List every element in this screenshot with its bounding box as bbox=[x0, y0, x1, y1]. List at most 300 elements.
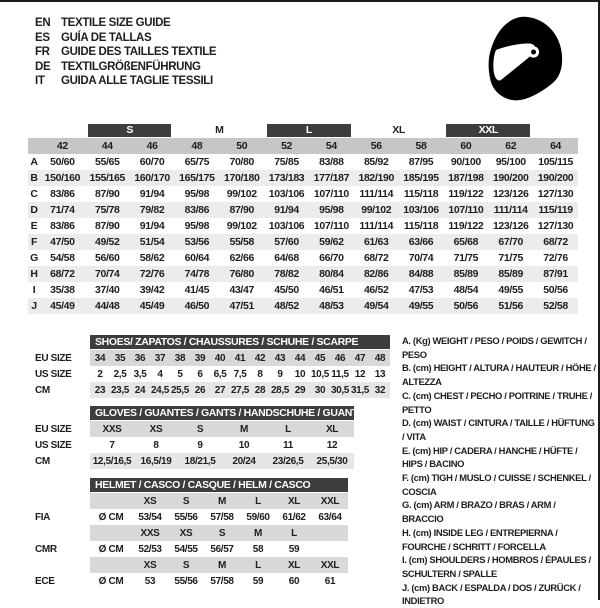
measurement-cell: 47/53 bbox=[408, 284, 434, 296]
size-cell: 35 bbox=[110, 350, 130, 366]
size-cell: 12,5/16,5 bbox=[90, 453, 134, 469]
row-label: H bbox=[28, 266, 40, 282]
size-group-label: XL bbox=[392, 123, 405, 136]
measurement-cell: 87/90 bbox=[94, 220, 120, 232]
measurement-cell: 67/70 bbox=[488, 234, 533, 250]
measurement-cell: 71/74 bbox=[40, 202, 85, 218]
legend-item: I. (cm) SHOULDERS / HOMBROS / ÉPAULES / SCHULTERN / SPALLE bbox=[402, 554, 591, 579]
measurement-cell: 107/110 bbox=[443, 202, 488, 218]
legend-item: B. (cm) HEIGHT / ALTURA / HAUTEUR / HÖHE / ALTEZZA bbox=[402, 362, 596, 388]
helmet-size-label: S bbox=[168, 557, 204, 573]
shoes-size-table bbox=[28, 334, 390, 398]
legend-item: G. (cm) ARM / BRAZO / BRAS / ARM / BRACCIO bbox=[402, 499, 556, 525]
gloves-size-table bbox=[28, 405, 361, 469]
size-cell: 36 bbox=[130, 350, 150, 366]
section-title-cell bbox=[90, 405, 361, 421]
helmet-size-cell: 61 bbox=[324, 575, 336, 587]
measurement-cell: 75/85 bbox=[274, 156, 299, 168]
size-cell: 38 bbox=[170, 350, 190, 366]
textile-size-table bbox=[28, 122, 578, 314]
size-cell: 20/24 bbox=[222, 453, 266, 469]
measurement-cell: 46/52 bbox=[363, 284, 389, 296]
helmet-size-cell: 58 bbox=[252, 543, 264, 555]
measurement-cell: 190/200 bbox=[533, 170, 578, 186]
measurement-cell: 111/114 bbox=[359, 188, 394, 200]
size-cell: 7,5 bbox=[233, 368, 247, 380]
title-it bbox=[35, 74, 216, 89]
measurement-cell: 49/54 bbox=[354, 298, 399, 314]
size-cell: 3,5 bbox=[133, 368, 147, 380]
measurement-cell: 74/78 bbox=[174, 266, 219, 282]
eu-size-header: 60 bbox=[443, 138, 488, 154]
measurement-cell: 84/88 bbox=[399, 266, 444, 282]
measurement-cell: 70/80 bbox=[229, 156, 254, 168]
measurement-cell: 85/89 bbox=[488, 266, 533, 282]
helmet-size-label: XXS bbox=[132, 525, 168, 541]
measurement-cell: 61/63 bbox=[354, 234, 399, 250]
standard-label: FIA bbox=[35, 511, 51, 523]
measurement-cell: 111/114 bbox=[488, 202, 533, 218]
size-cell: 29 bbox=[290, 382, 310, 398]
title-fr bbox=[35, 45, 216, 60]
size-cell: 16,5/19 bbox=[134, 453, 178, 469]
measurement-cell: 127/130 bbox=[537, 188, 574, 200]
size-cell: 10 bbox=[238, 439, 250, 451]
measurement-cell: 103/106 bbox=[268, 220, 305, 232]
spacer-cell bbox=[90, 557, 132, 573]
size-cell: XS bbox=[134, 421, 178, 437]
measurement-cell: 60/70 bbox=[139, 156, 165, 168]
size-cell: 47 bbox=[350, 350, 370, 366]
measurement-cell: 87/91 bbox=[533, 266, 578, 282]
measurement-cell: 80/84 bbox=[309, 266, 354, 282]
measurement-cell: 111/114 bbox=[359, 220, 394, 232]
legend-item: C. (cm) CHEST / PECHO / POITRINE / TRUHE / PETTO bbox=[402, 389, 593, 415]
size-cell: 30 bbox=[310, 382, 330, 398]
size-cell: M bbox=[222, 421, 266, 437]
measurement-cell: 75/78 bbox=[85, 202, 130, 218]
size-cell: 13 bbox=[374, 368, 386, 380]
measurement-cell: 91/94 bbox=[139, 220, 165, 232]
row-label: CM bbox=[35, 384, 50, 396]
helmet-size-cell: 53/54 bbox=[138, 511, 162, 523]
size-group-label: L bbox=[267, 124, 351, 137]
measurement-cell: 68/72 bbox=[40, 266, 85, 282]
size-cell: 9 bbox=[277, 368, 283, 380]
size-cell: 2,5 bbox=[113, 368, 127, 380]
eu-size-header: 64 bbox=[533, 138, 578, 154]
measurement-cell: 87/95 bbox=[408, 156, 434, 168]
measurement-cell: 185/195 bbox=[399, 170, 444, 186]
measurement-legend bbox=[402, 334, 598, 608]
measurement-cell: 72/76 bbox=[130, 266, 175, 282]
measurement-cell: 45/50 bbox=[274, 284, 299, 296]
helmet-size-label: S bbox=[168, 493, 204, 509]
measurement-cell: 48/53 bbox=[309, 298, 354, 314]
size-cell: 44 bbox=[290, 350, 310, 366]
measurement-cell: 66/70 bbox=[319, 252, 344, 264]
measurement-cell: 51/54 bbox=[130, 234, 175, 250]
measurement-cell: 115/119 bbox=[533, 202, 578, 218]
row-label: F bbox=[28, 234, 40, 250]
row-label: E bbox=[30, 220, 38, 232]
size-cell: 34 bbox=[90, 350, 110, 366]
size-cell: 18/21,5 bbox=[178, 453, 222, 469]
spacer-cell bbox=[28, 525, 90, 541]
eu-size-header: 46 bbox=[130, 138, 175, 154]
size-cell: 46 bbox=[330, 350, 350, 366]
size-cell: 12 bbox=[326, 439, 338, 451]
measurement-cell: 182/190 bbox=[354, 170, 399, 186]
helmet-size-label: S bbox=[204, 525, 240, 541]
size-cell: 4 bbox=[157, 368, 163, 380]
measurement-cell: 62/66 bbox=[229, 252, 254, 264]
legend-item: A. (Kg) WEIGHT / PESO / POIDS / GEWITCH / PESO bbox=[402, 335, 587, 360]
measurement-cell: 63/66 bbox=[399, 234, 444, 250]
helmet-size-table bbox=[28, 477, 348, 589]
lang-code: ES bbox=[35, 31, 50, 44]
helmet-size-label: M bbox=[204, 557, 240, 573]
measurement-cell: 83/86 bbox=[174, 202, 219, 218]
helmet-value-row-ece bbox=[28, 573, 348, 589]
spacer-cell bbox=[533, 122, 578, 138]
size-group-xl bbox=[354, 122, 444, 138]
language-title-block bbox=[35, 16, 216, 89]
section-title-cell bbox=[90, 477, 348, 493]
size-cell: 5 bbox=[177, 368, 183, 380]
spacer-cell bbox=[28, 334, 90, 350]
measurement-cell: 54/58 bbox=[50, 252, 75, 264]
measurement-cell: 83/86 bbox=[50, 188, 75, 200]
measurement-cell: 52/58 bbox=[533, 298, 578, 314]
helmet-size-cell: 59/60 bbox=[246, 511, 270, 523]
size-group-m bbox=[174, 122, 264, 138]
measurement-cell: 90/100 bbox=[450, 156, 481, 168]
size-cell: 25,5 bbox=[170, 382, 190, 398]
size-cell: XL bbox=[310, 421, 354, 437]
size-cell: S bbox=[178, 421, 222, 437]
section-title: GLOVES / GUANTES / GANTS / HANDSCHUHE / GUANTI bbox=[90, 406, 354, 420]
title-text: GUIDE DES TAILLES TEXTILE bbox=[61, 46, 217, 59]
size-row-us-size bbox=[28, 437, 354, 453]
helmet-size-label: XS bbox=[132, 557, 168, 573]
measurement-cell: 49/52 bbox=[85, 234, 130, 250]
row-label: US SIZE bbox=[35, 368, 72, 380]
size-group-xxl bbox=[443, 122, 533, 138]
helmet-value-row-fia bbox=[28, 509, 348, 525]
size-cell: 25,5/30 bbox=[310, 453, 354, 469]
measurement-cell: 173/183 bbox=[264, 170, 309, 186]
lang-code: DE bbox=[35, 60, 51, 73]
row-label: US SIZE bbox=[35, 439, 72, 451]
measurement-cell: 60/64 bbox=[184, 252, 210, 264]
measurement-cell: 170/180 bbox=[219, 170, 264, 186]
measurement-cell: 72/76 bbox=[543, 252, 568, 264]
measurement-cell: 91/94 bbox=[139, 188, 165, 200]
legend-item: J. (cm) BACK / ESPALDA / DOS / ZURÜCK / INDIETRO bbox=[402, 581, 581, 607]
measurement-cell: 99/102 bbox=[226, 188, 257, 200]
measurement-cell: 119/122 bbox=[448, 188, 484, 200]
measurement-cell: 44/48 bbox=[85, 298, 130, 314]
row-label: D bbox=[28, 202, 40, 218]
eu-size-header: 50 bbox=[219, 138, 264, 154]
size-group-label: S bbox=[88, 124, 172, 137]
helmet-size-cell: 54/55 bbox=[174, 543, 198, 555]
unit-label: Ø CM bbox=[98, 575, 124, 587]
measurement-cell: 119/122 bbox=[448, 220, 484, 232]
helmet-size-label: XS bbox=[132, 493, 168, 509]
measurement-cell: 55/58 bbox=[219, 234, 264, 250]
helmet-size-label: XL bbox=[276, 557, 312, 573]
size-row-cm bbox=[28, 453, 354, 469]
helmet-size-label: L bbox=[240, 557, 276, 573]
size-cell: L bbox=[266, 421, 310, 437]
measurement-cell: 49/55 bbox=[498, 284, 523, 296]
measurement-cell: 99/102 bbox=[354, 202, 399, 218]
helmet-size-cell: 57/58 bbox=[210, 575, 234, 587]
size-cell: 27,5 bbox=[230, 382, 250, 398]
measurement-cell: 56/60 bbox=[94, 252, 120, 264]
size-cell: XXS bbox=[90, 421, 134, 437]
textile-size-table-body bbox=[28, 122, 578, 314]
legend-item: F. (cm) TIGH / MUSLO / CUISSE / SCHENKEL / COSCIA bbox=[402, 472, 591, 497]
measurement-cell: 41/45 bbox=[184, 284, 210, 296]
size-cell: 11 bbox=[283, 439, 293, 451]
measurement-cell: 45/49 bbox=[40, 298, 85, 314]
measurement-cell: 68/72 bbox=[533, 234, 578, 250]
lang-code: EN bbox=[35, 17, 51, 29]
racing-helmet-icon bbox=[488, 16, 564, 104]
measurement-cell: 39/42 bbox=[139, 284, 165, 296]
eu-size-header: 56 bbox=[354, 138, 399, 154]
measurement-cell: 87/90 bbox=[219, 202, 264, 218]
measurement-cell: 46/50 bbox=[174, 298, 219, 314]
measurement-cell: 70/74 bbox=[85, 266, 130, 282]
section-title-row bbox=[28, 477, 348, 493]
helmet-size-cell: 63/64 bbox=[318, 511, 342, 523]
measurement-cell: 49/55 bbox=[399, 298, 444, 314]
measurement-cell: 65/75 bbox=[184, 156, 210, 168]
size-row-us-size bbox=[28, 366, 390, 382]
measurement-cell: 91/94 bbox=[264, 202, 309, 218]
helmet-size-cell: 53 bbox=[144, 575, 156, 587]
section-title-cell bbox=[90, 334, 390, 350]
eu-size-header: 44 bbox=[85, 138, 130, 154]
measurement-cell: 65/68 bbox=[443, 234, 488, 250]
measurement-cell: 35/38 bbox=[50, 284, 75, 296]
size-cell: 42 bbox=[250, 350, 270, 366]
measurement-cell: 71/75 bbox=[498, 252, 523, 264]
size-row-cm bbox=[28, 382, 390, 398]
title-text: GUIDA ALLE TAGLIE TESSILI bbox=[61, 75, 213, 88]
standard-label: CMR bbox=[35, 543, 57, 555]
size-group-s bbox=[85, 122, 175, 138]
measurement-cell: 127/130 bbox=[537, 220, 574, 232]
size-cell: 40 bbox=[210, 350, 230, 366]
spacer-cell bbox=[90, 525, 132, 541]
measurement-cell: 115/118 bbox=[403, 188, 439, 200]
eu-size-header: 58 bbox=[399, 138, 444, 154]
measurement-cell: 99/102 bbox=[226, 220, 257, 232]
size-cell: 37 bbox=[150, 350, 170, 366]
measurement-cell: 47/50 bbox=[40, 234, 85, 250]
title-text: TEXTILGRÖßENFÜHRUNG bbox=[61, 60, 201, 73]
measurement-cell: 53/56 bbox=[174, 234, 219, 250]
section-title: SHOES/ ZAPATOS / CHAUSSURES / SCHUHE / SCARPE bbox=[90, 335, 390, 349]
size-cell: 11,5 bbox=[331, 368, 349, 380]
measurement-cell: 150/160 bbox=[40, 170, 85, 186]
measurement-cell: 160/170 bbox=[130, 170, 175, 186]
measurement-cell: 51/56 bbox=[488, 298, 533, 314]
helmet-size-cell: 55/56 bbox=[174, 511, 198, 523]
measurement-cell: 82/86 bbox=[354, 266, 399, 282]
measurement-cell: 85/92 bbox=[363, 156, 389, 168]
unit-label: Ø CM bbox=[98, 511, 124, 523]
measurement-cell: 76/80 bbox=[219, 266, 264, 282]
measurement-cell: 87/90 bbox=[94, 188, 120, 200]
size-cell: 39 bbox=[190, 350, 210, 366]
measurement-cell: 46/51 bbox=[319, 284, 344, 296]
measurement-row-e bbox=[28, 218, 578, 234]
standard-label: ECE bbox=[35, 575, 55, 587]
measurement-cell: 95/98 bbox=[184, 220, 210, 232]
eu-size-header: 54 bbox=[309, 138, 354, 154]
measurement-cell: 187/198 bbox=[443, 170, 488, 186]
measurement-row-i bbox=[28, 282, 578, 298]
size-row-eu-size bbox=[28, 421, 354, 437]
size-cell: 30,5 bbox=[330, 382, 350, 398]
helmet-value-row-cmr bbox=[28, 541, 348, 557]
size-cell: 45 bbox=[310, 350, 330, 366]
title-text: GUÍA DE TALLAS bbox=[61, 31, 152, 44]
size-cell: 27 bbox=[210, 382, 230, 398]
helmet-size-label: XL bbox=[276, 493, 312, 509]
title-en bbox=[35, 16, 216, 31]
measurement-cell: 68/72 bbox=[363, 252, 389, 264]
title-es bbox=[35, 31, 216, 46]
helmet-size-cell: 60 bbox=[288, 575, 300, 587]
measurement-cell: 48/54 bbox=[453, 284, 479, 296]
lang-code: FR bbox=[35, 46, 50, 59]
row-label: CM bbox=[35, 455, 50, 467]
row-label: G bbox=[30, 252, 38, 264]
size-cell: 28 bbox=[250, 382, 270, 398]
helmet-size-label-row-fia bbox=[28, 493, 348, 509]
row-label: C bbox=[30, 188, 38, 200]
helmet-size-label: XXL bbox=[312, 557, 348, 573]
measurement-row-h bbox=[28, 266, 578, 282]
row-label: I bbox=[32, 284, 36, 296]
row-label: J bbox=[28, 298, 40, 314]
helmet-size-cell: 56/57 bbox=[210, 543, 234, 555]
helmet-size-cell: 55/56 bbox=[174, 575, 198, 587]
size-group-l bbox=[264, 122, 354, 138]
measurement-cell: 165/175 bbox=[174, 170, 219, 186]
section-title: HELMET / CASCO / CASQUE / HELM / CASCO bbox=[90, 478, 348, 492]
measurement-row-b bbox=[28, 170, 578, 186]
helmet-size-cell: 61/62 bbox=[282, 511, 306, 523]
size-cell: 8 bbox=[257, 368, 263, 380]
measurement-cell: 155/165 bbox=[85, 170, 130, 186]
measurement-cell: 48/52 bbox=[264, 298, 309, 314]
measurement-cell: 64/68 bbox=[274, 252, 299, 264]
measurement-cell: 50/60 bbox=[50, 156, 75, 168]
measurement-cell: 78/82 bbox=[264, 266, 309, 282]
size-cell: 48 bbox=[370, 350, 390, 366]
title-de bbox=[35, 60, 216, 75]
measurement-cell: 37/40 bbox=[94, 284, 120, 296]
helmet-table-body bbox=[28, 477, 348, 589]
measurement-row-f bbox=[28, 234, 578, 250]
measurement-cell: 50/56 bbox=[443, 298, 488, 314]
measurement-row-g bbox=[28, 250, 578, 266]
size-cell: 24 bbox=[130, 382, 150, 398]
size-cell: 43 bbox=[270, 350, 290, 366]
measurement-cell: 105/115 bbox=[538, 156, 574, 168]
measurement-cell: 107/110 bbox=[313, 188, 349, 200]
size-cell: 31,5 bbox=[350, 382, 370, 398]
measurement-row-d bbox=[28, 202, 578, 218]
spacer-cell bbox=[28, 405, 90, 421]
legend-item: D. (cm) WAIST / CINTURA / TAILLE / HÜFTUNG / VITA bbox=[402, 417, 595, 442]
size-group-label: M bbox=[215, 123, 224, 136]
size-cell: 23,5 bbox=[110, 382, 130, 398]
size-cell: 7 bbox=[109, 439, 115, 451]
helmet-size-cell: 52/53 bbox=[138, 543, 162, 555]
eu-size-header: 48 bbox=[174, 138, 219, 154]
size-group-label: XXL bbox=[446, 124, 530, 137]
helmet-size-label: L bbox=[240, 493, 276, 509]
helmet-size-label-row-ece bbox=[28, 557, 348, 573]
measurement-cell: 59/62 bbox=[309, 234, 354, 250]
measurement-cell: 123/126 bbox=[492, 188, 529, 200]
size-cell: 23/26,5 bbox=[266, 453, 310, 469]
measurement-cell: 177/187 bbox=[309, 170, 354, 186]
measurement-cell: 83/86 bbox=[50, 220, 75, 232]
spacer-cell bbox=[28, 122, 85, 138]
measurement-cell: 57/60 bbox=[264, 234, 309, 250]
size-cell: 26 bbox=[190, 382, 210, 398]
helmet-size-cell: 59 bbox=[288, 543, 300, 555]
unit-label: Ø CM bbox=[98, 543, 124, 555]
measurement-cell: 85/89 bbox=[443, 266, 488, 282]
eu-size-header: 52 bbox=[264, 138, 309, 154]
size-cell: 6 bbox=[197, 368, 203, 380]
measurement-cell: 95/98 bbox=[184, 188, 210, 200]
legend-item: E. (cm) HIP / CADERA / HANCHE / HÜFTE / HIPS / BACINO bbox=[402, 444, 578, 470]
measurement-cell: 103/106 bbox=[399, 202, 444, 218]
eu-size-row bbox=[28, 138, 578, 154]
size-cell: 28,5 bbox=[270, 382, 290, 398]
size-cell: 9 bbox=[197, 439, 203, 451]
measurement-cell: 55/65 bbox=[94, 156, 120, 168]
size-cell: 32 bbox=[370, 382, 390, 398]
measurement-cell: 71/75 bbox=[453, 252, 479, 264]
helmet-size-cell: 57/58 bbox=[210, 511, 234, 523]
helmet-size-cell bbox=[312, 541, 348, 557]
row-label: A bbox=[30, 156, 38, 168]
shoes-table-body bbox=[28, 334, 390, 398]
eu-size-header: 62 bbox=[488, 138, 533, 154]
measurement-cell: 107/110 bbox=[313, 220, 349, 232]
helmet-size-label: XXL bbox=[312, 493, 348, 509]
measurement-row-j bbox=[28, 298, 578, 314]
gloves-table-body bbox=[28, 405, 361, 469]
measurement-cell: 50/56 bbox=[543, 284, 568, 296]
measurement-cell: 43/47 bbox=[229, 284, 254, 296]
eu-size-header: 42 bbox=[40, 138, 85, 154]
size-cell: 23 bbox=[90, 382, 110, 398]
